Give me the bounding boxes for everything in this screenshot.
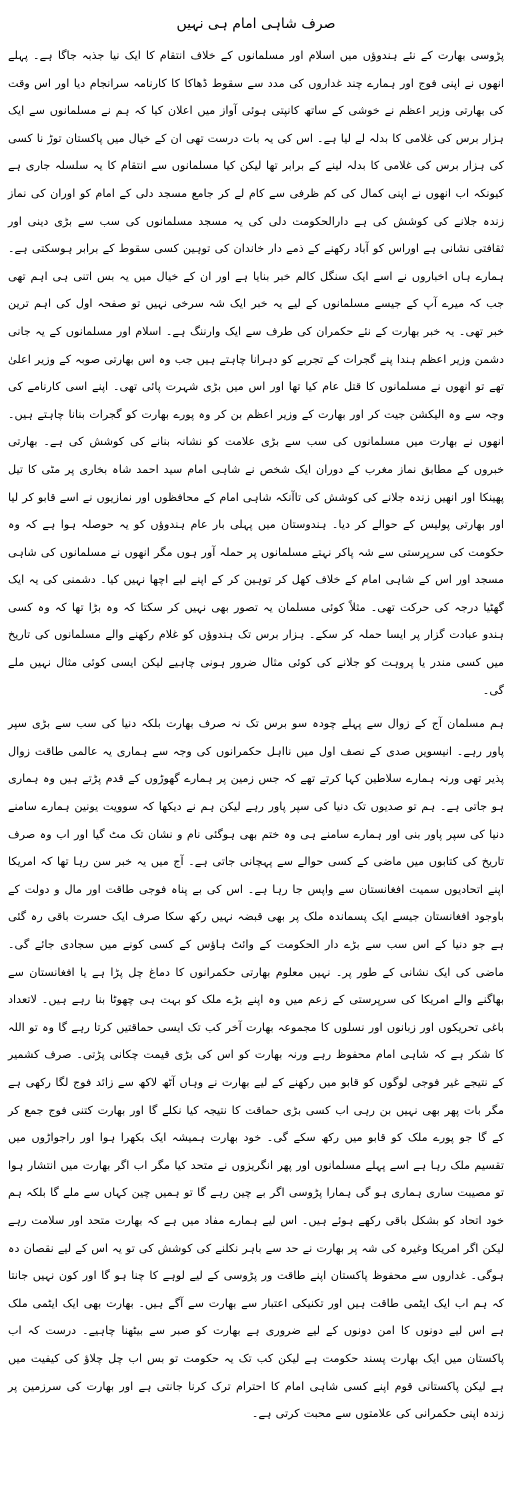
- article-paragraph-1: پڑوسی بھارت کے نئے ہندوؤں میں اسلام اور مسلمانوں کے خلاف انتقام کا ایک نیا جذبہ جاگا ہے۔ پہلے انھوں نے اپنی فوج اور ہمارے چند غداروں کی مدد سے سقوط ڈھاکا کا کارنامہ سرانجام دیا اور اس وقت کی بھارتی وزیر اعظم نے خوشی کے ساتھ کانپتی ہوئی آواز میں اعلان کیا کہ ہم نے مسلمانوں سے ایک ہزار برس کی غلامی کا بدلہ لے لیا ہے۔ اس کی یہ بات درست تھی ان کے خیال میں پاکستان توڑ نا کسی کی ہزار برس کی غلامی کا بدلہ لینے کے برابر تھا لیکن کیا مسلمانوں سے انتقام کا یہ سلسلہ جاری ہے کیونکہ اب انھوں نے اپنی کمال کی کم ظرفی سے کام لے کر جامع مسجد دلی کے امام کو اوران کی نماز زندہ جلانے کی کوشش کی ہے دارالحکومت دلی کی یہ مسجد مسلمانوں کی سب سے بڑی دینی اور ثقافتی نشانی ہے اوراس کو آباد رکھنے کے ذمے دار خاندان کی توہین کسی سقوط کے برابر ہوسکتی ہے۔ ہمارے ہاں اخباروں نے اسے ایک سنگل کالم خبر بنایا ہے اور ان کے خیال میں یہ بس اتنی ہی اہم تھی جب کہ میرے آپ کے جیسے مسلمانوں کے لیے یہ خبر ایک شہ سرخی نہیں تو صفحہ اول کی اہم ترین خبر تھی۔ یہ خبر بھارت کے نئے حکمران کی طرف سے ایک وارننگ ہے۔ اسلام اور مسلمانوں کے یہ جانی دشمن وزیر اعظم ہندا پنے گجرات کے تجربے کو دہرانا چاہتے ہیں جب وہ اس بھارتی صوبہ کے وزیر اعلیٰ تھے تو انھوں نے مسلمانوں کا قتل عام کیا تھا اور اس میں بڑی شہرت پائی تھی۔ اپنے اسی کارنامے کی وجہ سے وہ الیکشن جیت کر اور بھارت کے وزیر اعظم بن کر وہ پورے بھارت کو گجرات بنانا چاہتے ہیں۔ انھوں نے بھارت میں مسلمانوں کی سب سے بڑی علامت کو نشانہ بنانے کی کوشش کی ہے۔ بھارتی خبروں کے مطابق نماز مغرب کے دوران ایک شخص نے شاہی امام سید احمد شاہ بخاری پر مٹی کا تیل پھینکا اور انھیں زندہ جلانے کی کوشش کی تاآنکہ شاہی امام کے محافظوں اور نمازیوں نے اسے قابو کر لیا اور بھارتی پولیس کے حوالے کر دیا۔ ہندوستان میں پہلی بار عام ہندوؤں کو یہ حوصلہ ہوا ہے کہ وہ حکومت کی سرپرستی سے شہ پاکر نہتے مسلمانوں پر حملہ آور ہوں مگر انھوں نے مسلمانوں کی شاہی مسجد اور اس کے شاہی امام کے خلاف کھل کر توہین کر کے اپنے لیے اچھا نہیں کیا۔ دشمنی کی یہ ایک گھٹیا درجہ کی حرکت تھی۔ مثلاً کوئی مسلمان یہ تصور بھی نہیں کر سکتا کہ وہ بڑا تھا کہ وہ کسی ہندو عبادت گزار پر ایسا حملہ کر سکے۔ ہزار برس تک ہندوؤں کو غلام رکھنے والے مسلمانوں کی تاریخ میں کسی مندر یا پروہت کو جلانے کی کوئی مثال ضرور ہونی چاہیے لیکن ایسی کوئی مثال نہیں ملے گی۔: [8, 49, 504, 697]
- article-paragraph-2: ہم مسلمان آج کے زوال سے پہلے چودہ سو برس تک نہ صرف بھارت بلکہ دنیا کی سب سے بڑی سپر پاور رہے۔ انیسویں صدی کے نصف اول میں نااہل حکمرانوں کی وجہ سے ہماری یہ عالمی طاقت زوال پذیر تھی ورنہ ہمارے سلاطین کہا کرتے تھے کہ جس زمین پر ہمارے گھوڑوں کے قدم پڑتے ہیں وہ ہماری ہو جاتی ہے۔ ہم تو صدیوں تک دنیا کی سپر پاور رہے لیکن ہم نے دیکھا کہ سوویت یونین ہمارے سامنے دنیا کی سپر پاور بنی اور ہمارے سامنے ہی وہ ختم بھی ہوگئی نام و نشان تک مٹ گیا اور اب وہ صرف تاریخ کی کتابوں میں ماضی کے کسی حوالے سے پہچانی جاتی ہے۔ آج میں یہ خبر سن رہا تھا کہ امریکا اپنے اتحادیوں سمیت افغانستان سے واپس جا رہا ہے۔ اس کی بے پناہ فوجی طاقت اور مال و دولت کے باوجود افغانستان جیسے ایک پسماندہ ملک پر بھی قبضہ نہیں رکھ سکا صرف ایک حسرت باقی رہ گئی ہے جو دنیا کے اس سب سے بڑے دار الحکومت کے وائٹ ہاؤس کے کسی کونے میں سجادی جائے گی۔ ماضی کی ایک نشانی کے طور پر۔ نہیں معلوم بھارتی حکمرانوں کا دماغ چل پڑا ہے یا افغانستان سے بھاگنے والے امریکا کی سرپرستی کے زعم میں وہ اپنے بڑے ملک کو بہت ہی چھوٹا بنا رہے ہیں۔ لاتعداد باغی تحریکوں اور زبانوں اور نسلوں کا مجموعہ بھارت آخر کب تک ایسی حماقتیں کرتا رہے گا وہ تو اللہ کا شکر ہے کہ شاہی امام محفوظ رہے ورنہ بھارت کو اس کی بڑی قیمت چکانی پڑتی۔ صرف کشمیر کے نتیجے غیر فوجی لوگوں کو قابو میں رکھنے کے لیے بھارت نے وہاں آٹھ لاکھ سے زائد فوج لگا رکھی ہے مگر بات پھر بھی نہیں بن رہی اب کسی بڑی حماقت کا نتیجہ کیا نکلے گا اور بھارت کتنی فوج جمع کر کے گا جو پورے ملک کو قابو میں رکھ سکے گی۔ خود بھارت ہمیشہ ایک بکھرا ہوا اور راجواڑوں میں تقسیم ملک رہا ہے اسے پہلے مسلمانوں اور پھر انگریزوں نے متحد کیا مگر اب اگر بھارت میں انتشار ہوا تو مصیبت ساری ہماری ہو گی ہمارا پڑوسی اگر بے چین رہے گا تو ہمیں چین کہاں سے ملے گا بلکہ ہم خود اتحاد کو بشکل باقی رکھے ہوئے ہیں۔ اس لیے ہمارے مفاد میں ہے کہ بھارت متحد اور سلامت رہے لیکن اگر امریکا وغیرہ کی شہ پر بھارت نے حد سے باہر نکلنے کی کوشش کی تو یہ اس کے لیے نقصان دہ ہوگی۔ غداروں سے محفوظ پاکستان اپنے طاقت ور پڑوسی کے لیے لوہے کا چنا ہو گا اور کون نہیں جانتا کہ ہم اب ایک ایٹمی طاقت ہیں اور تکنیکی اعتبار سے بھارت سے آگے ہیں۔ بھارت بھی ایک ایٹمی ملک ہے اس لیے دونوں کا امن دونوں کے لیے ضروری ہے بھارت کو صبر سے بیٹھنا چاہیے۔ درست کہ اب پاکستان میں ایک بھارت پسند حکومت ہے لیکن کب تک یہ حکومت تو بس اب چل چلاؤ کی کیفیت میں ہے لیکن پاکستانی قوم اپنے کسی شاہی امام کا احترام ترک کرنا جانتی ہے اور بھارت کی سرزمین پر زندہ اپنی حکمرانی کی علامتوں سے محبت کرتی ہے۔: [8, 717, 504, 1421]
- article-title: صرف شاہی امام ہی نہیں: [176, 16, 336, 32]
